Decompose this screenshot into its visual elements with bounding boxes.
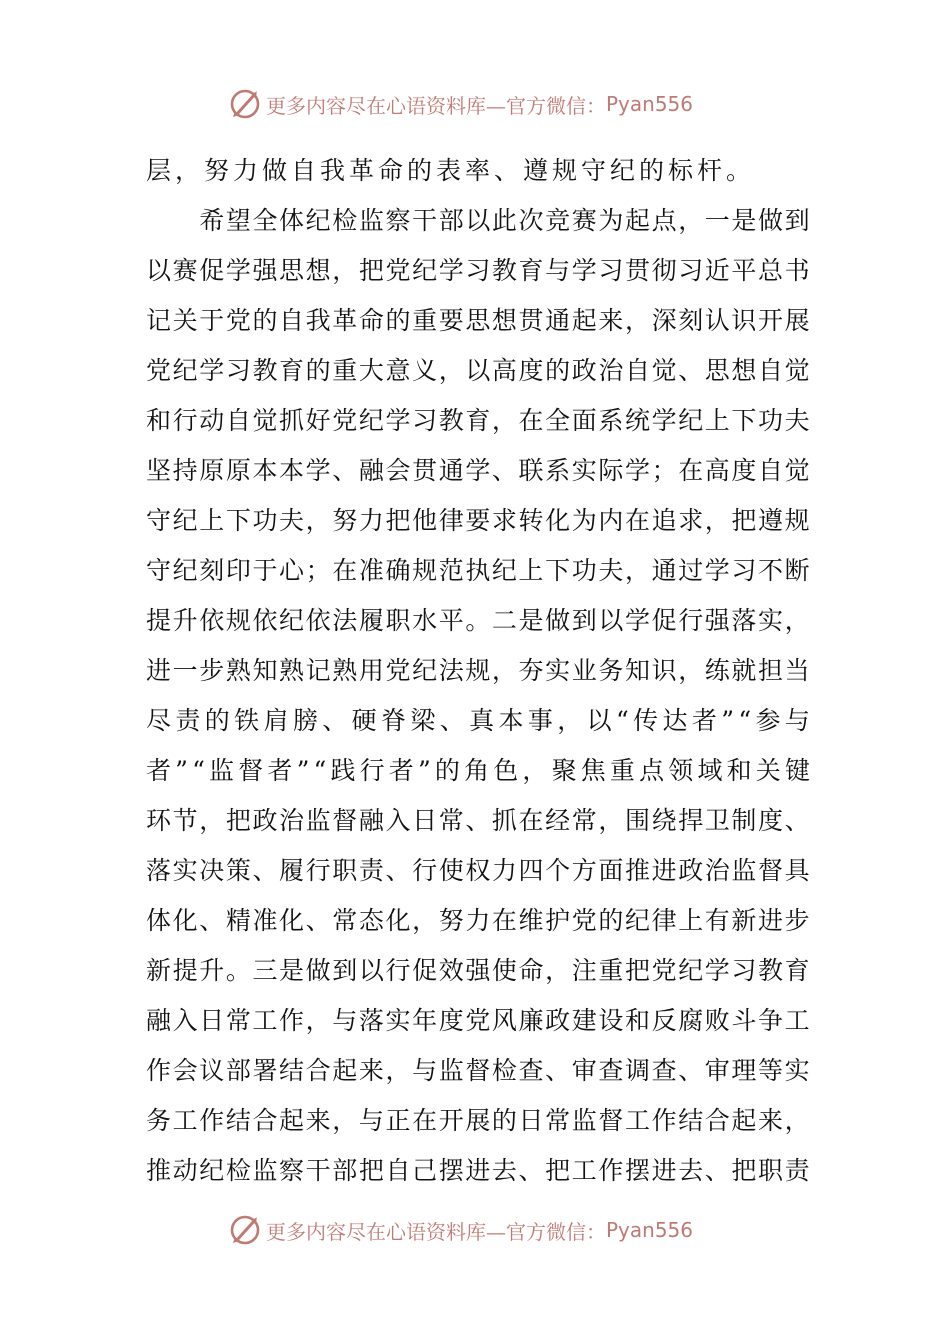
text-line: 环 节 ， 把 政 治 监 督 融 入 日 常 、 抓 在 经 常 ， 围 绕 捍 卫 制 度 、	[146, 806, 810, 835]
body-text	[146, 146, 810, 1196]
text-line: 体 化 、 精 准 化 、 常 态 化 ， 努 力 在 维 护 党 的 纪 律 上 有 新 进 步	[146, 906, 810, 935]
text-line: 希 望 全 体 纪 检 监 察 干 部 以 此 次 竞 赛 为 起 点 ， 一 是 做 到	[199, 206, 810, 235]
text-line: 推 动 纪 检 监 察 干 部 把 自 己 摆 进 去 、 把 工 作 摆 进 去 、 把 职 责	[146, 1156, 810, 1185]
text-line: 落 实 决 策 、 履 行 职 责 、 行 使 权 力 四 个 方 面 推 进 政 治 监 督 具	[146, 856, 810, 885]
text-line: 进 一 步 熟 知 熟 记 熟 用 党 纪 法 规 ， 夯 实 业 务 知 识 ， 练 就 担 当	[146, 656, 810, 685]
text-line: 记 关 于 党 的 自 我 革 命 的 重 要 思 想 贯 通 起 来 ， 深 刻 认 识 开 展	[146, 306, 810, 335]
footer-banner-id: Pyan556	[606, 1218, 694, 1242]
text-line: 提 升 依 规 依 纪 依 法 履 职 水 平 。 二 是 做 到 以 学 促 行 强 落 实 ，	[146, 606, 810, 635]
header-banner-id: Pyan556	[606, 92, 694, 116]
text-line: 尽 责 的 铁 肩 膀 、 硬 脊 梁 、 真 本 事 ， 以 “ 传 达 者 ” “ 参 与	[146, 706, 810, 735]
text-line: 以 赛 促 学 强 思 想 ， 把 党 纪 学 习 教 育 与 学 习 贯 彻 习 近 平 总 书	[146, 256, 810, 285]
footer-banner-text: 更多内容尽在心语资料库—官方微信：	[266, 1219, 606, 1244]
text-line: 层，努力做自我革命的表率、遵规守纪的标杆。	[146, 156, 756, 185]
footer-banner	[228, 1212, 693, 1248]
text-line: 守 纪 上 下 功 夫 ， 努 力 把 他 律 要 求 转 化 为 内 在 追 求 ， 把 遵 规	[146, 506, 810, 535]
text-line: 党 纪 学 习 教 育 的 重 大 意 义 ， 以 高 度 的 政 治 自 觉 、 思 想 自 觉	[146, 356, 810, 385]
pen-logo-icon	[228, 87, 262, 121]
text-line: 务 工 作 结 合 起 来 ， 与 正 在 开 展 的 日 常 监 督 工 作 结 合 起 来 ，	[146, 1106, 810, 1135]
header-banner	[228, 86, 693, 122]
text-line: 坚 持 原 原 本 本 学 、 融 会 贯 通 学 、 联 系 实 际 学 ； 在 高 度 自 觉	[146, 456, 810, 485]
text-line: 者 ” “ 监 督 者 ” “ 践 行 者 ” 的 角 色 ， 聚 焦 重 点 领 域 和 关 键	[146, 756, 810, 785]
text-line: 新 提 升 。 三 是 做 到 以 行 促 效 强 使 命 ， 注 重 把 党 纪 学 习 教 育	[146, 956, 810, 985]
text-line: 守 纪 刻 印 于 心 ； 在 准 确 规 范 执 纪 上 下 功 夫 ， 通 过 学 习 不 断	[146, 556, 810, 585]
pen-logo-icon	[228, 1213, 262, 1247]
text-line: 融 入 日 常 工 作 ， 与 落 实 年 度 党 风 廉 政 建 设 和 反 腐 败 斗 争 工	[146, 1006, 810, 1035]
text-line: 和 行 动 自 觉 抓 好 党 纪 学 习 教 育 ， 在 全 面 系 统 学 纪 上 下 功 夫	[146, 406, 810, 435]
header-banner-text: 更多内容尽在心语资料库—官方微信：	[266, 93, 606, 118]
text-line: 作 会 议 部 署 结 合 起 来 ， 与 监 督 检 查 、 审 查 调 查 、 审 理 等 实	[146, 1056, 810, 1085]
